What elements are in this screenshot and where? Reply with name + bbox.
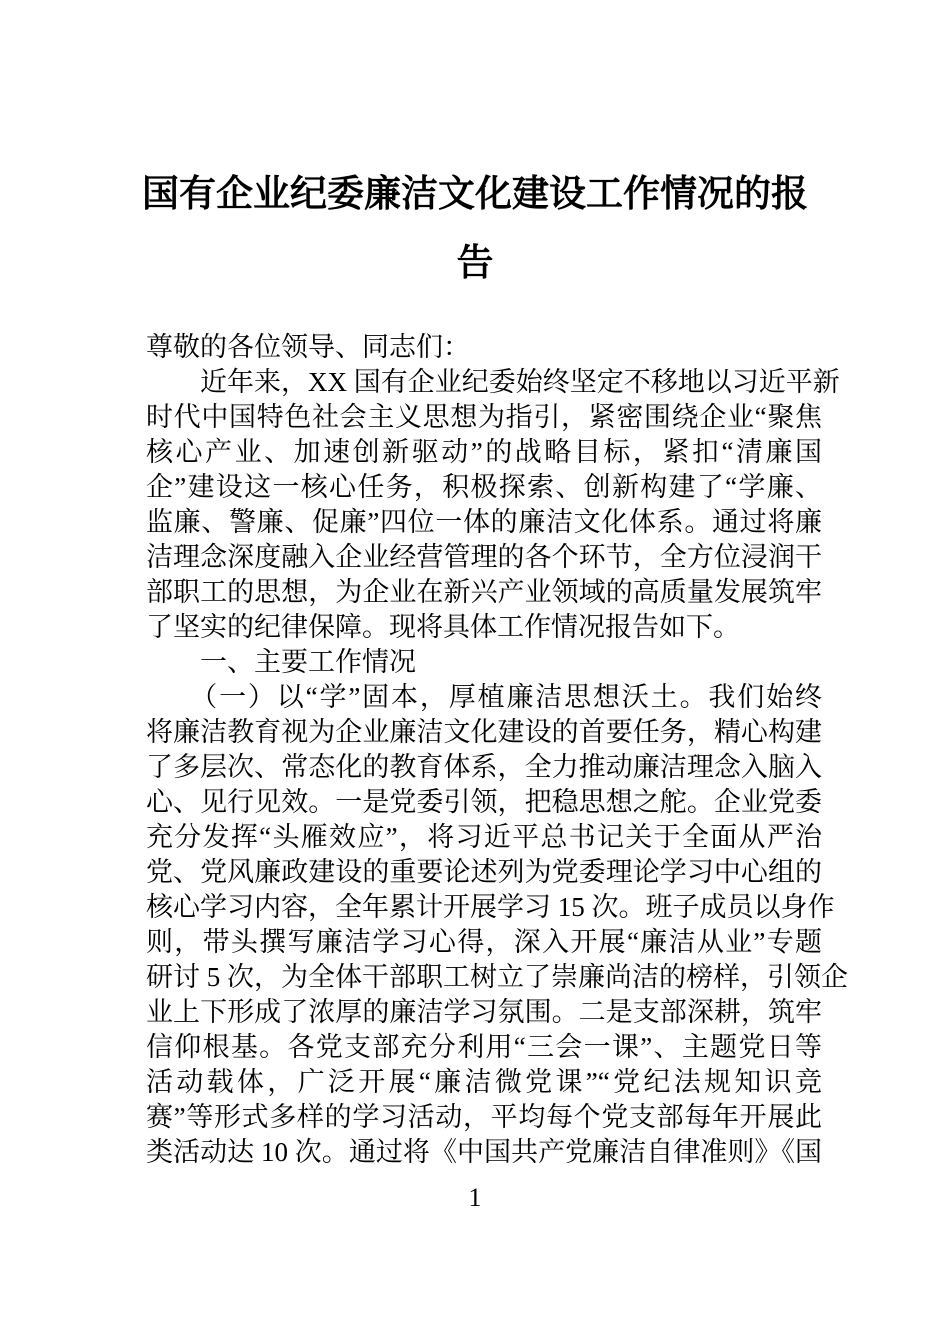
body-line: 核心学习内容，全年累计开展学习 15 次。班子成员以身作 [146,892,835,922]
body-line: 赛”等形式多样的学习活动，平均每个党支部每年开展此 [146,1102,822,1132]
body-line: 信仰根基。各党支部充分利用“三会一课”、主题党日等 [146,1032,822,1062]
body-line: 研讨 5 次，为全体干部职工树立了崇廉尚洁的榜样，引领企 [146,962,848,992]
body-line: 企”建设这一核心任务，积极探索、创新构建了“学廉、 [146,472,822,502]
body-line: 时代中国特色社会主义思想为指引，紧密围绕企业“聚焦 [146,402,822,432]
body-line: 洁理念深度融入企业经营管理的各个环节，全方位浸润干 [146,542,822,572]
body-line: （一）以“学”固本，厚植廉洁思想沃土。我们始终 [146,682,822,712]
body-line: 核心产业、加速创新驱动”的战略目标，紧扣“清廉国 [146,437,822,467]
body-line: 一、主要工作情况 [146,647,416,677]
document-body [146,330,848,1170]
page-number: 1 [468,1183,482,1212]
body-line: 类活动达 10 次。通过将《中国共产党廉洁自律准则》《国 [146,1137,822,1167]
body-line: 业上下形成了浓厚的廉洁学习氛围。二是支部深耕，筑牢 [146,997,822,1027]
body-line: 党、党风廉政建设的重要论述列为党委理论学习中心组的 [146,857,822,887]
body-line: 近年来，XX 国有企业纪委始终坚定不移地以习近平新 [146,367,840,397]
body-line: 则，带头撰写廉洁学习心得，深入开展“廉洁从业”专题 [146,927,822,957]
body-line: 了坚实的纪律保障。现将具体工作情况报告如下。 [146,612,740,642]
body-line: 充分发挥“头雁效应”，将习近平总书记关于全面从严治 [146,822,822,852]
body-line: 尊敬的各位领导、同志们： [146,332,470,362]
document-title: 国有企业纪委廉洁文化建设工作情况的报告 [142,174,808,284]
body-line: 监廉、警廉、促廉”四位一体的廉洁文化体系。通过将廉 [146,507,822,537]
body-line: 部职工的思想，为企业在新兴产业领域的高质量发展筑牢 [146,577,822,607]
body-line: 将廉洁教育视为企业廉洁文化建设的首要任务，精心构建 [146,717,822,747]
body-line: 心、见行见效。一是党委引领，把稳思想之舵。企业党委 [146,787,822,817]
body-line: 了多层次、常态化的教育体系，全力推动廉洁理念入脑入 [146,752,822,782]
body-line: 活动载体，广泛开展“廉洁微党课”“党纪法规知识竞 [146,1067,822,1097]
